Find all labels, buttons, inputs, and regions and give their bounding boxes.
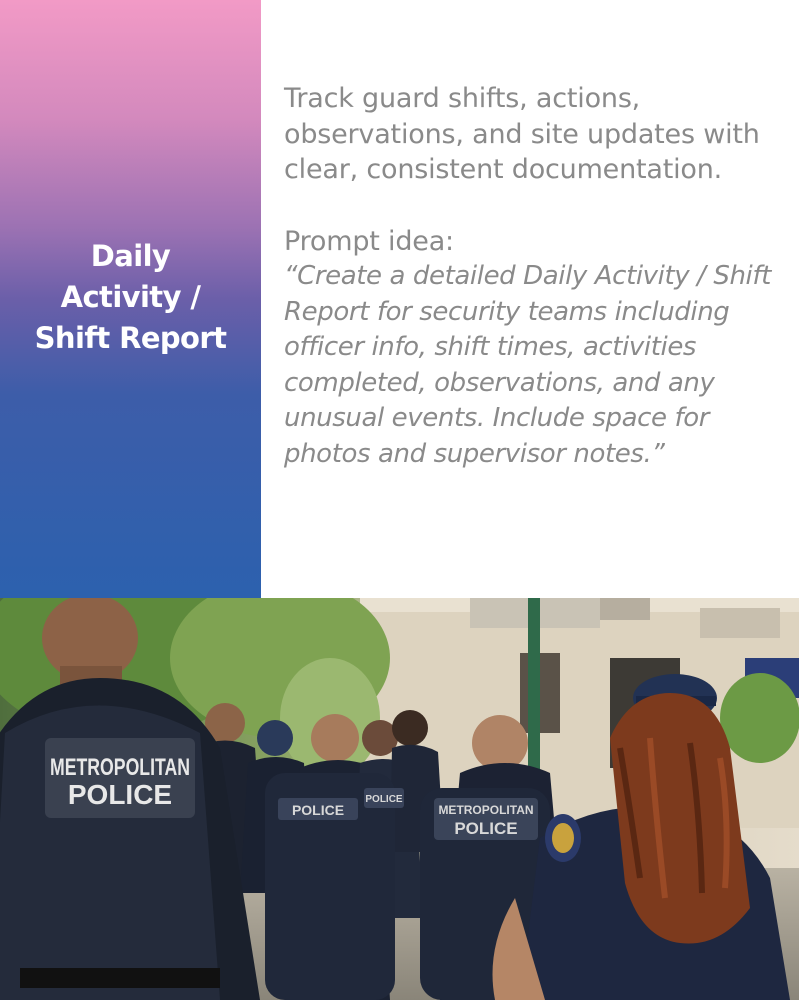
side-panel [0,0,261,598]
vest-label-small: POLICE [365,794,403,805]
side-title-line: Activity / [60,279,201,314]
content-panel [284,81,789,472]
side-title-line: Daily [90,238,171,273]
vest-label-small: POLICE [291,802,345,818]
prompt-text: “Create a detailed Daily Activity / Shift Report for security teams including officer info, shift times, activities completed, observations, and any unusual events. Include space for photos and supervisor notes.” [284,261,771,469]
vest-label-small: POLICE [454,819,518,838]
vest-label: POLICE [67,779,173,810]
vest-label-small: METROPOLITAN [438,803,534,817]
side-title-line: Shift Report [34,320,227,355]
prompt-label: Prompt idea: [284,225,454,257]
description-text: Track guard shifts, actions, observations, and site updates with clear, consistent documentation. [284,83,760,185]
police-officers-photo [0,598,799,1000]
vest-label: METROPOLITAN [50,754,190,781]
foreground-officer-middle [265,773,404,1000]
side-title [16,236,246,359]
